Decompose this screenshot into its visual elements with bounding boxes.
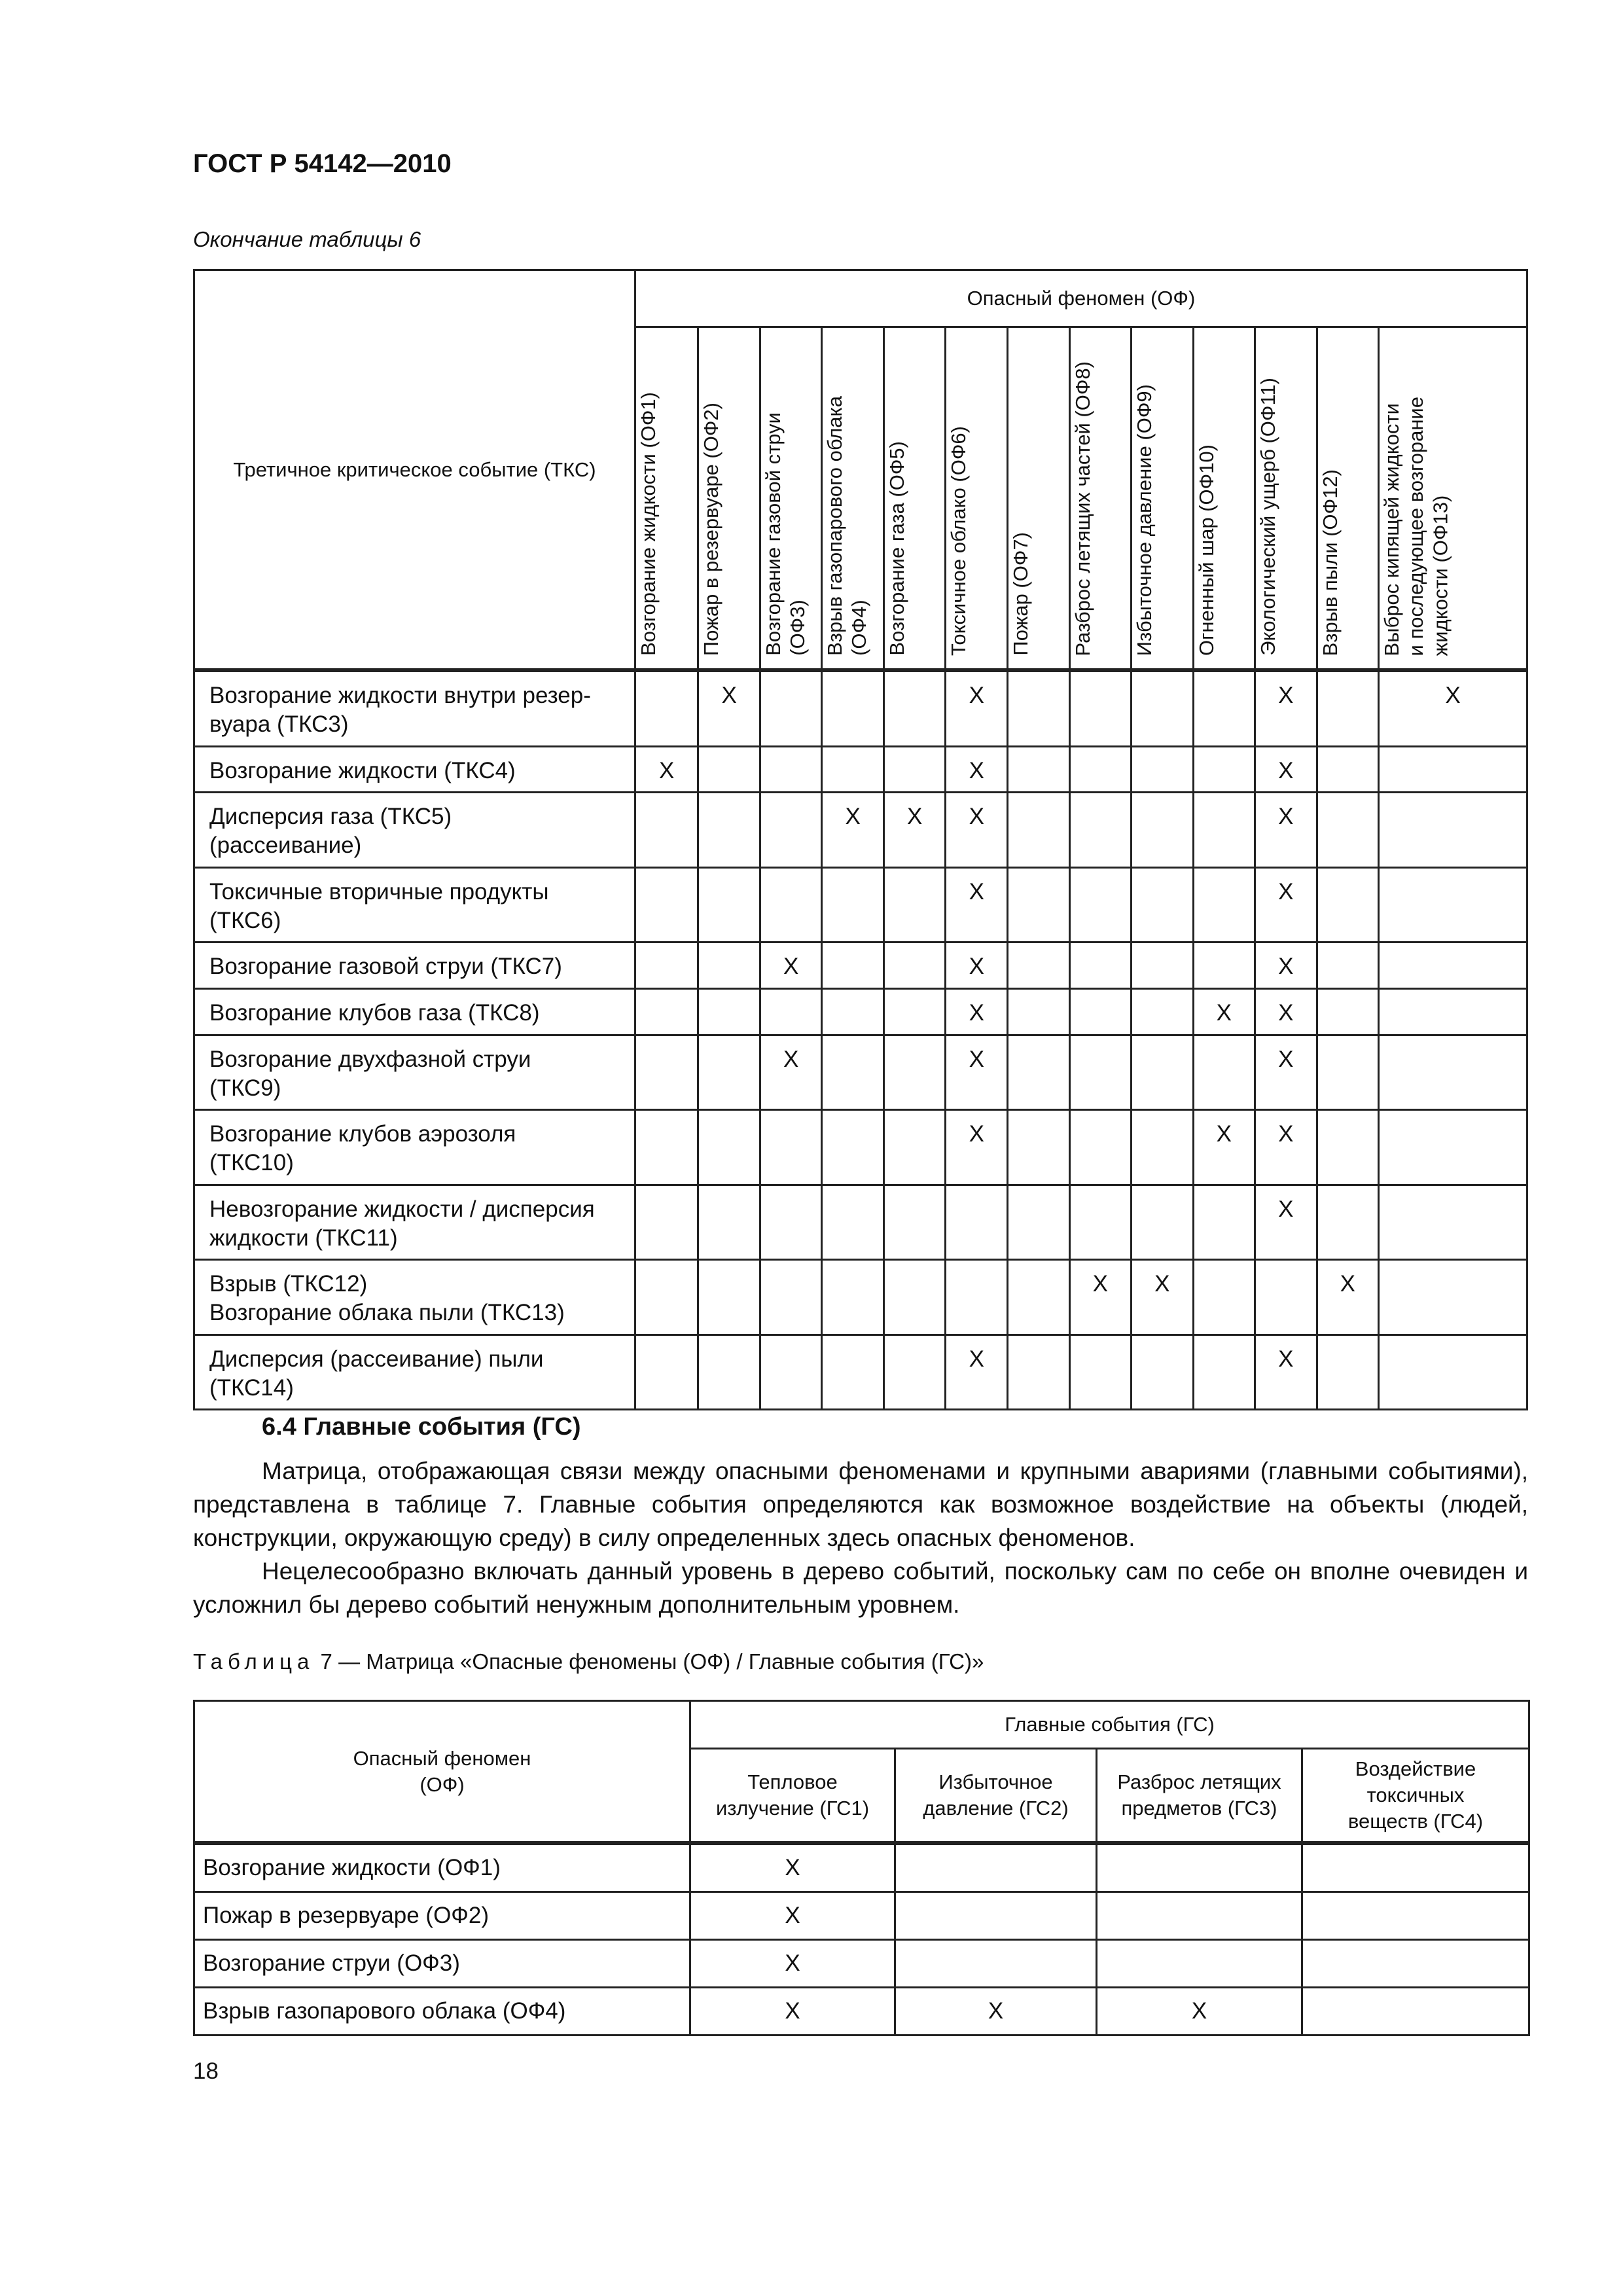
table6-cell [1193,746,1255,793]
table6-cell [1069,746,1132,793]
table6-cell [1008,746,1070,793]
table6-cell [1132,670,1194,746]
table6-column-header-text: Пожар (ОФ7) [1009,532,1032,656]
table6-cell [883,1260,946,1335]
table6-cell: X [1317,1260,1379,1335]
table6-column-header-text: Возгорание жидкости (ОФ1) [636,392,660,656]
table6-cell [1132,1035,1194,1110]
table6-cell [1069,989,1132,1035]
table6-column-header [1132,327,1194,671]
table6-cell [1379,1185,1527,1260]
table7-cell [895,1940,1097,1988]
table6-column-header-text: Экологический ущерб (ОФ11) [1257,378,1280,656]
table6-cell [822,989,884,1035]
table7-cell [895,1843,1097,1892]
table6-cell [635,1185,698,1260]
table7-cell [1302,1988,1529,2036]
table6-cell [1193,942,1255,989]
table7-cell [1302,1892,1529,1940]
table7-cell [1097,1940,1302,1988]
table6-cell [822,1260,884,1335]
table6-cell [1193,1335,1255,1410]
table7-row-label: Пожар в резервуаре (ОФ2) [194,1892,690,1940]
table6-row [194,989,1527,1035]
table6-cell: X [1255,1335,1317,1410]
table6-cell [1008,1035,1070,1110]
table6-cell [635,867,698,942]
table6-cell [698,793,760,868]
table6-cell: X [822,793,884,868]
table6-row [194,1035,1527,1110]
table6-cell [760,867,822,942]
table6-cell [822,1185,884,1260]
table6-cell [883,670,946,746]
table7-column-header: Избыточное давление (ГС2) [895,1749,1097,1844]
table6-row [194,1185,1527,1260]
table-continuation-note: Окончание таблицы 6 [193,227,421,251]
table6-cell [1379,1335,1527,1410]
table6-cell [883,867,946,942]
table6-cell [635,793,698,868]
page-number: 18 [193,2058,219,2084]
table6-cell [698,989,760,1035]
table6-column-header-text: Выброс кипящей жидкости и последующее возгорание жидкости (ОФ13) [1380,396,1452,656]
table6-cell [1379,1260,1527,1335]
table6-column-header-text: Возгорание газовой струи (ОФ3) [761,412,810,656]
table6-cell [883,1035,946,1110]
table6-cell [1193,793,1255,868]
table6-column-header [1255,327,1317,671]
table6-cell [1379,867,1527,942]
table6-cell [698,1260,760,1335]
table6-cell [635,942,698,989]
table7-row [194,1892,1529,1940]
table6-cell: X [1255,746,1317,793]
table6-column-header [1379,327,1527,671]
table6-cell [1132,793,1194,868]
table6-cell: X [1255,1110,1317,1185]
table7-cell [895,1892,1097,1940]
table6-cell: X [1255,670,1317,746]
table6-cell [1379,942,1527,989]
table6-cell [1255,1260,1317,1335]
table6-cell [635,1335,698,1410]
table7-group-header: Главные события (ГС) [690,1701,1529,1749]
table6-cell [1317,1035,1379,1110]
table6-cell [1069,670,1132,746]
table6-cell [1008,1335,1070,1410]
table6-cell [1379,793,1527,868]
table6-cell [760,1185,822,1260]
table6-cell [635,670,698,746]
table6-cell [883,1110,946,1185]
table6-cell [1008,1260,1070,1335]
table7-row [194,1843,1529,1892]
table6-column-header [760,327,822,671]
table6-cell [1193,670,1255,746]
table6-cell [1008,942,1070,989]
table6-cell [946,1260,1008,1335]
table6-cell: X [946,746,1008,793]
table6-cell [1008,989,1070,1035]
table7-cell: X [1097,1988,1302,2036]
table6-cell: X [1255,1035,1317,1110]
table6-cell: X [946,867,1008,942]
table6-cell [1317,1110,1379,1185]
table6-cell [1379,1035,1527,1110]
table6-row-label: Дисперсия газа (ТКС5) (рассеивание) [194,793,635,868]
table6-cell [698,746,760,793]
table7-cell [1302,1940,1529,1988]
table6-cell [1008,670,1070,746]
table6-cell: X [883,793,946,868]
table6-cell [1008,1185,1070,1260]
table6-cell [1069,867,1132,942]
table6-column-header [1008,327,1070,671]
table6-cell: X [1255,1185,1317,1260]
table6-cell: X [1255,942,1317,989]
table6-cell [1069,1110,1132,1185]
table7-cell [1097,1843,1302,1892]
table6-cell [1193,867,1255,942]
table6-cell: X [946,1035,1008,1110]
table6-cell [635,1110,698,1185]
table6-cell [1008,867,1070,942]
table6-row-label: Возгорание клубов газа (ТКС8) [194,989,635,1035]
table7-row-label: Возгорание жидкости (ОФ1) [194,1843,690,1892]
section-title: 6.4 Главные события (ГС) [262,1413,581,1441]
table6-cell [760,1260,822,1335]
table6-column-header-text: Разброс летящих частей (ОФ8) [1071,361,1094,656]
table6-cell [1317,793,1379,868]
table6-cell [1193,1185,1255,1260]
table6-column-header [883,327,946,671]
table6-column-header [822,327,884,671]
table6-row [194,793,1527,868]
paragraph: Нецелесообразно включать данный уровень в дерево событий, поскольку сам по себе он вполне очевиден и усложнил бы дерево событий ненужным дополнительным уровнем. [193,1558,1528,1618]
table-6 [193,269,1528,1410]
table6-cell: X [760,1035,822,1110]
table6-cell [760,1110,822,1185]
table6-row [194,1260,1527,1335]
table7-cell [1097,1892,1302,1940]
table7-row-label: Возгорание струи (ОФ3) [194,1940,690,1988]
table6-column-header [635,327,698,671]
table6-column-header-text: Возгорание газа (ОФ5) [885,441,908,656]
table6-cell: X [946,1335,1008,1410]
table6-cell [1193,1260,1255,1335]
table6-cell [760,989,822,1035]
table6-cell: X [946,989,1008,1035]
table6-row-label: Невозгорание жидкости / дисперсия жидкости (ТКС11) [194,1185,635,1260]
table6-cell [822,670,884,746]
table6-group-header: Опасный феномен (ОФ) [635,270,1527,327]
table6-cell [760,1335,822,1410]
table7-cell: X [690,1988,895,2036]
table6-cell [635,1035,698,1110]
table6-cell: X [946,670,1008,746]
table6-row-label: Возгорание клубов аэрозоля (ТКС10) [194,1110,635,1185]
table6-cell: X [698,670,760,746]
table6-row [194,1335,1527,1410]
table6-cell: X [1255,989,1317,1035]
table6-cell: X [1379,670,1527,746]
table6-cell [1379,746,1527,793]
table6-cell [946,1185,1008,1260]
table6-cell [1132,1185,1194,1260]
table6-cell: X [760,942,822,989]
table6-cell [883,1185,946,1260]
table6-column-header [1193,327,1255,671]
table6-column-header-text: Взрыв пыли (ОФ12) [1318,469,1342,656]
table6-cell [635,989,698,1035]
table6-cell: X [946,793,1008,868]
table6-cell [822,1335,884,1410]
table7-row-header: Опасный феномен (ОФ) [194,1701,690,1844]
table6-column-header-text: Взрыв газопарового облака (ОФ4) [823,396,871,656]
table6-cell [883,942,946,989]
table6-cell [760,746,822,793]
table7-cell: X [690,1892,895,1940]
table7-caption-prefix: Таблица [193,1649,315,1674]
table6-cell [1132,989,1194,1035]
table7-caption-text: 7 — Матрица «Опасные феномены (ОФ) / Главные события (ГС)» [314,1649,984,1674]
table6-row-label: Взрыв (ТКС12) Возгорание облака пыли (ТКС13) [194,1260,635,1335]
document-header: ГОСТ Р 54142—2010 [193,149,452,178]
table6-cell [822,1035,884,1110]
table6-cell [698,1335,760,1410]
table6-cell [1317,670,1379,746]
table6-cell [698,942,760,989]
table7-cell: X [690,1940,895,1988]
table6-row-label: Возгорание жидкости внутри резер- вуара (ТКС3) [194,670,635,746]
table6-column-header-text: Пожар в резервуаре (ОФ2) [700,402,723,656]
table6-cell [1069,1335,1132,1410]
table6-cell: X [1069,1260,1132,1335]
table6-cell [1132,1110,1194,1185]
table6-row-label: Возгорание газовой струи (ТКС7) [194,942,635,989]
table6-row-label: Дисперсия (рассеивание) пыли (ТКС14) [194,1335,635,1410]
table7-cell [1302,1843,1529,1892]
table6-cell: X [1255,793,1317,868]
table6-cell [1317,1185,1379,1260]
table6-row [194,746,1527,793]
table7-column-header: Воздействие токсичных веществ (ГС4) [1302,1749,1529,1844]
table6-column-header [1317,327,1379,671]
table6-row [194,1110,1527,1185]
table6-cell [1069,942,1132,989]
table6-cell [1193,1035,1255,1110]
table6-cell [1069,1035,1132,1110]
table6-cell: X [1193,1110,1255,1185]
table6-cell [1069,793,1132,868]
table6-column-header-text: Огненный шар (ОФ10) [1194,444,1218,656]
table6-cell [883,746,946,793]
table6-cell [1317,867,1379,942]
table6-row-header: Третичное критическое событие (ТКС) [194,270,635,671]
table6-cell [698,867,760,942]
table-7 [193,1700,1530,2036]
table6-row [194,942,1527,989]
table6-cell [698,1185,760,1260]
table6-column-header [698,327,760,671]
table7-row-label: Взрыв газопарового облака (ОФ4) [194,1988,690,2036]
table6-cell [883,1335,946,1410]
table6-cell: X [635,746,698,793]
table6-column-header [946,327,1008,671]
table6-cell [1317,989,1379,1035]
table6-column-header [1069,327,1132,671]
paragraph: Матрица, отображающая связи между опасными феноменами и крупными авариями (главными событиями), представлена в таблице 7. Главные события определяются как возможное воздействие на объекты (людей, конструкции, окружающую среду) в силу определенных здесь опасных феноменов. [193,1458,1528,1551]
table6-cell [1317,1335,1379,1410]
table7-row [194,1988,1529,2036]
table7-column-header: Тепловое излучение (ГС1) [690,1749,895,1844]
table6-row-label: Возгорание жидкости (ТКС4) [194,746,635,793]
table6-cell [760,793,822,868]
table6-cell: X [1255,867,1317,942]
table6-cell [698,1110,760,1185]
table6-cell [1132,1335,1194,1410]
table7-column-header: Разброс летящих предметов (ГС3) [1097,1749,1302,1844]
table6-cell [822,746,884,793]
table6-cell [883,989,946,1035]
table6-cell: X [946,1110,1008,1185]
table6-cell [822,1110,884,1185]
table6-cell: X [946,942,1008,989]
table6-cell: X [1193,989,1255,1035]
table6-cell [760,670,822,746]
table6-cell [1317,942,1379,989]
table6-column-header-text: Избыточное давление (ОФ9) [1133,384,1156,656]
table6-cell [1008,1110,1070,1185]
table6-cell [698,1035,760,1110]
table6-row-label: Возгорание двухфазной струи (ТКС9) [194,1035,635,1110]
table6-cell [1317,746,1379,793]
table6-cell [1008,793,1070,868]
table6-cell [1132,942,1194,989]
table7-cell: X [690,1843,895,1892]
table7-cell: X [895,1988,1097,2036]
table6-cell [822,942,884,989]
table6-column-header-text: Токсичное облако (ОФ6) [947,425,971,656]
table6-cell [635,1260,698,1335]
table6-cell: X [1132,1260,1194,1335]
table6-cell [1379,1110,1527,1185]
table6-row [194,670,1527,746]
table6-cell [822,867,884,942]
table6-cell [1069,1185,1132,1260]
table6-cell [1132,867,1194,942]
table6-cell [1132,746,1194,793]
table6-cell [1379,989,1527,1035]
table7-caption [193,1649,984,1674]
table6-row-label: Токсичные вторичные продукты (ТКС6) [194,867,635,942]
table7-row [194,1940,1529,1988]
table6-row [194,867,1527,942]
